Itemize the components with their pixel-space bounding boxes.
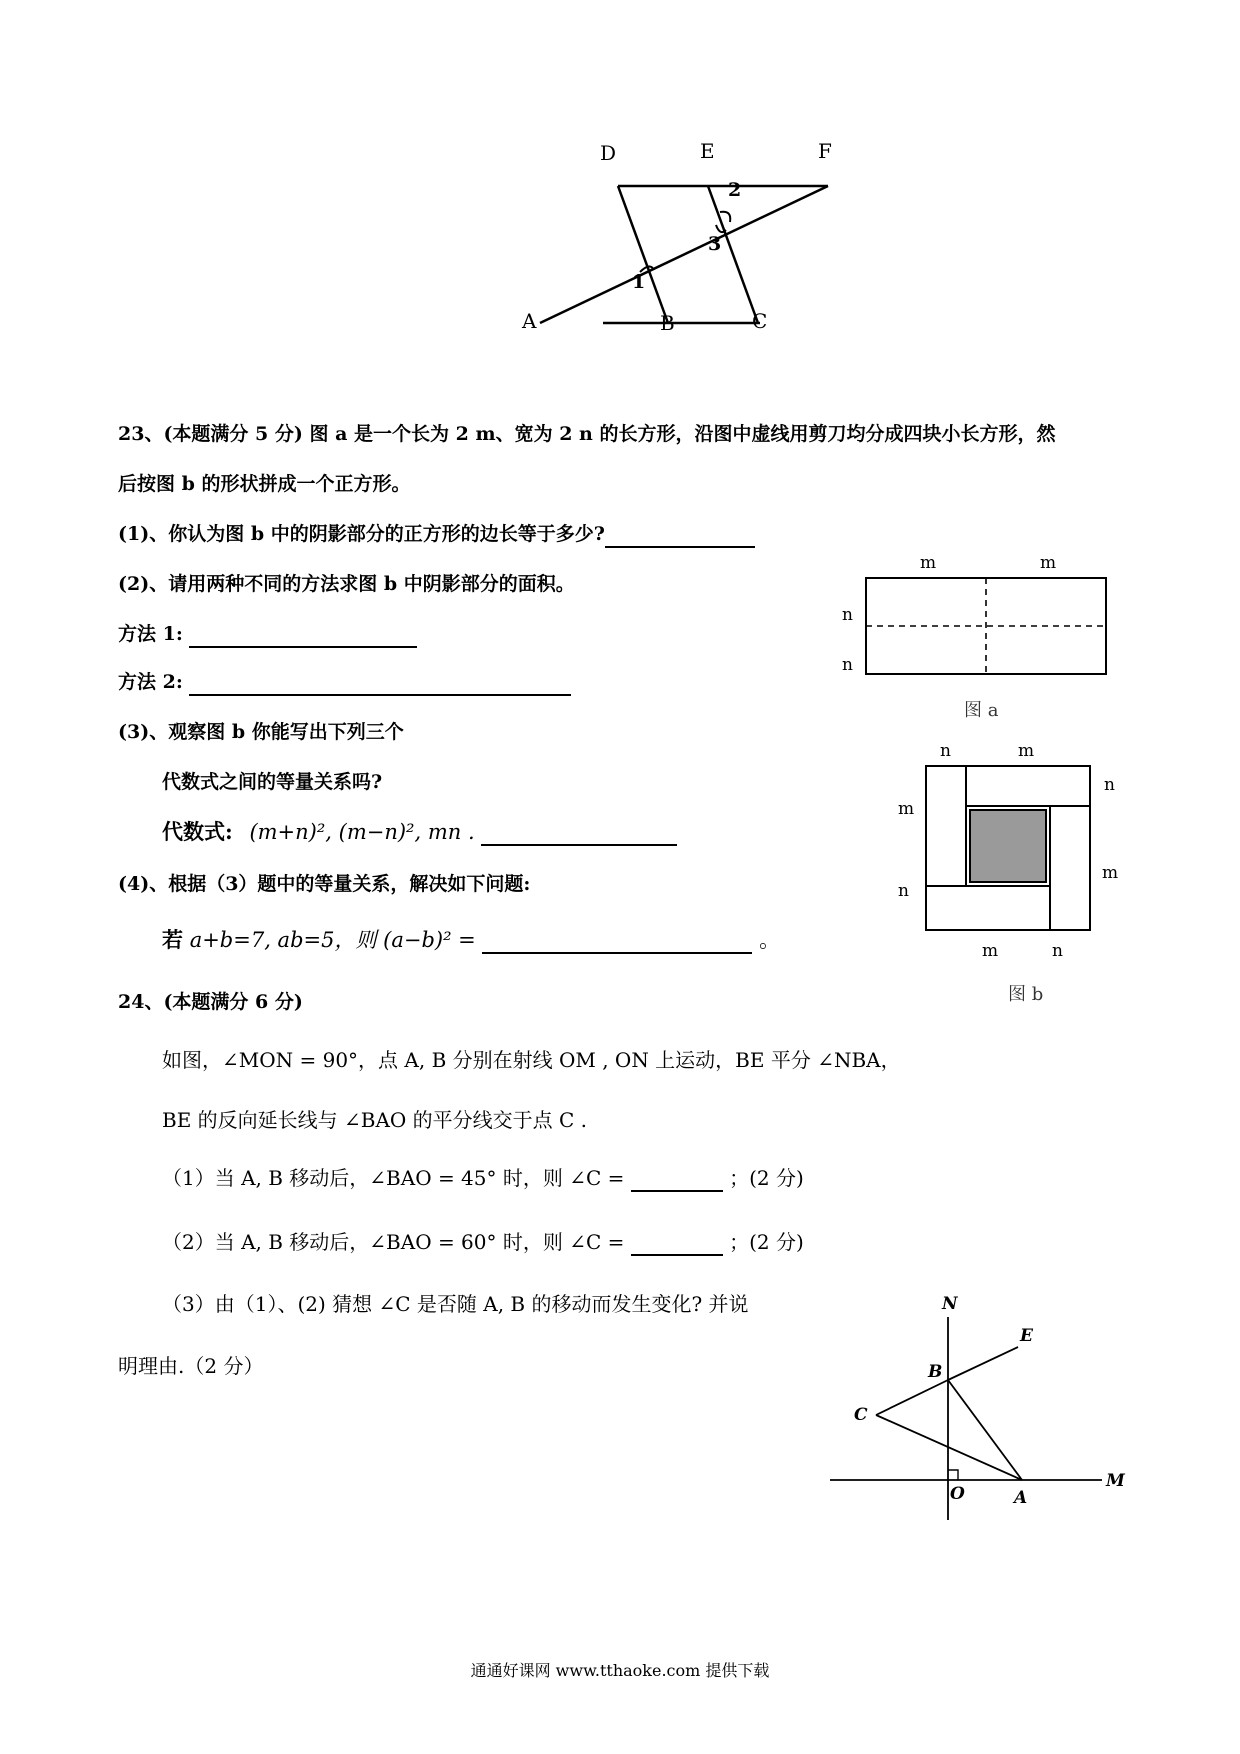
angle-figure — [830, 1295, 1130, 1530]
q24-q2-text: （2）当 A, B 移动后，∠BAO = 60° 时，则 ∠C = — [162, 1230, 625, 1254]
parallelogram-figure — [522, 139, 890, 380]
label-F: F — [818, 139, 832, 163]
label-angle-3: 3 — [708, 233, 722, 255]
figure-b-label-left-m: m — [898, 799, 915, 819]
label-A: A — [522, 309, 537, 333]
right-angle-mark — [948, 1470, 958, 1480]
label-E: E — [700, 139, 715, 163]
q24-q2-blank[interactable] — [631, 1232, 723, 1256]
label-B-angle: B — [928, 1362, 943, 1382]
q24-q3-line1: （3）由（1）、(2) 猜想 ∠C 是否随 A, B 的移动而发生变化? 并说 — [162, 1292, 749, 1316]
label-M: M — [1106, 1471, 1125, 1491]
q23-title-line2: 后按图 b 的形状拼成一个正方形。 — [118, 473, 411, 495]
q23-method1 — [118, 620, 417, 648]
q23-method2 — [118, 668, 571, 696]
figure-a-label-m1: m — [920, 553, 937, 573]
q23-p2: (2)、请用两种不同的方法求图 b 中阴影部分的面积。 — [118, 573, 575, 595]
q23-p4-blank[interactable] — [482, 930, 752, 954]
figure-a-label-n1: n — [842, 605, 853, 625]
line-BA — [948, 1380, 1022, 1480]
figure-b-label-right-n: n — [1104, 775, 1115, 795]
label-C: C — [752, 309, 768, 333]
figure-b-shaded-square — [970, 810, 1046, 882]
q23-p4-math: a+b=7, ab=5，则 (a−b)² = — [189, 928, 476, 952]
figure-b-caption: 图 b — [1008, 984, 1044, 1005]
q23-p1-text: (1)、你认为图 b 中的阴影部分的正方形的边长等于多少? — [118, 523, 605, 545]
figure-b — [890, 738, 1130, 1010]
figure-a-label-n2: n — [842, 655, 853, 675]
figure-b-label-top-n: n — [940, 741, 951, 761]
label-angle-2: 2 — [728, 179, 742, 201]
q24-title: 24、(本题满分 6 分) — [118, 991, 303, 1013]
q24-q1-text: （1）当 A, B 移动后，∠BAO = 45° 时，则 ∠C = — [162, 1166, 625, 1190]
figure-b-strip-left — [926, 766, 966, 886]
q23-p3-expr-label: 代数式: — [162, 819, 233, 844]
label-D: D — [600, 141, 617, 165]
q23-p3-line1: (3)、观察图 b 你能写出下列三个 — [118, 721, 404, 743]
q24-q1-blank[interactable] — [631, 1168, 723, 1192]
q23-method2-blank[interactable] — [189, 672, 571, 696]
q24-line2: BE 的反向延长线与 ∠BAO 的平分线交于点 C . — [162, 1108, 588, 1132]
q23-p4-prefix: 若 — [162, 927, 183, 952]
figure-b-strip-right — [1050, 806, 1090, 930]
q24-q1-suffix: ；(2 分) — [729, 1166, 804, 1190]
q23-p4: (4)、根据（3）题中的等量关系，解决如下问题: — [118, 873, 531, 895]
q23-p3-expr — [162, 818, 677, 846]
q24-q3-line2: 明理由.（2 分） — [118, 1354, 264, 1378]
q23-p4-end: 。 — [759, 928, 781, 952]
line-BE — [948, 1347, 1018, 1380]
label-C-angle: C — [854, 1405, 868, 1425]
figure-b-strip-bottom — [926, 886, 1050, 930]
figure-a — [840, 548, 1120, 720]
q24-q2 — [162, 1228, 804, 1256]
q23-title-line1: 23、(本题满分 5 分) 图 a 是一个长为 2 m、宽为 2 n 的长方形，沿图中虚线用剪刀均分成四块小长方形，然 — [118, 423, 1056, 445]
figure-b-label-top-m: m — [1018, 741, 1035, 761]
page-footer: 通通好课网 www.tthaoke.com 提供下载 — [470, 1661, 770, 1680]
figure-b-label-right-m: m — [1102, 863, 1119, 883]
q23-p4-expr — [162, 926, 780, 954]
q23-p1 — [118, 520, 755, 548]
label-O: O — [950, 1484, 965, 1504]
figure-b-label-left-n: n — [898, 881, 909, 901]
figure-b-label-bottom-n: n — [1052, 941, 1063, 961]
label-N: N — [942, 1294, 958, 1314]
q23-method2-label: 方法 2: — [118, 671, 183, 693]
label-B: B — [660, 311, 675, 335]
q23-method1-label: 方法 1: — [118, 623, 183, 645]
figure-b-label-bottom-m: m — [982, 941, 999, 961]
label-A-angle: A — [1014, 1488, 1028, 1508]
line-DB — [618, 186, 668, 323]
q23-p1-answer-blank[interactable] — [605, 524, 755, 548]
line-CB — [876, 1380, 948, 1415]
label-E-angle: E — [1020, 1326, 1033, 1346]
label-angle-1: 1 — [632, 271, 646, 293]
q24-q2-suffix: ；(2 分) — [729, 1230, 804, 1254]
figure-b-strip-top — [966, 766, 1090, 806]
figure-a-label-m2: m — [1040, 553, 1057, 573]
q24-line1: 如图，∠MON = 90°，点 A, B 分别在射线 OM , ON 上运动，BE 平分 ∠NBA， — [162, 1048, 901, 1072]
figure-a-caption: 图 a — [964, 700, 999, 721]
q23-method1-blank[interactable] — [189, 624, 417, 648]
q23-p3-blank[interactable] — [481, 822, 677, 846]
q23-p3-expr-math: (m+n)², (m−n)², mn . — [249, 820, 475, 844]
line-AF — [540, 186, 828, 323]
q24-q1 — [162, 1164, 804, 1192]
q23-p3-line2: 代数式之间的等量关系吗? — [162, 771, 383, 793]
